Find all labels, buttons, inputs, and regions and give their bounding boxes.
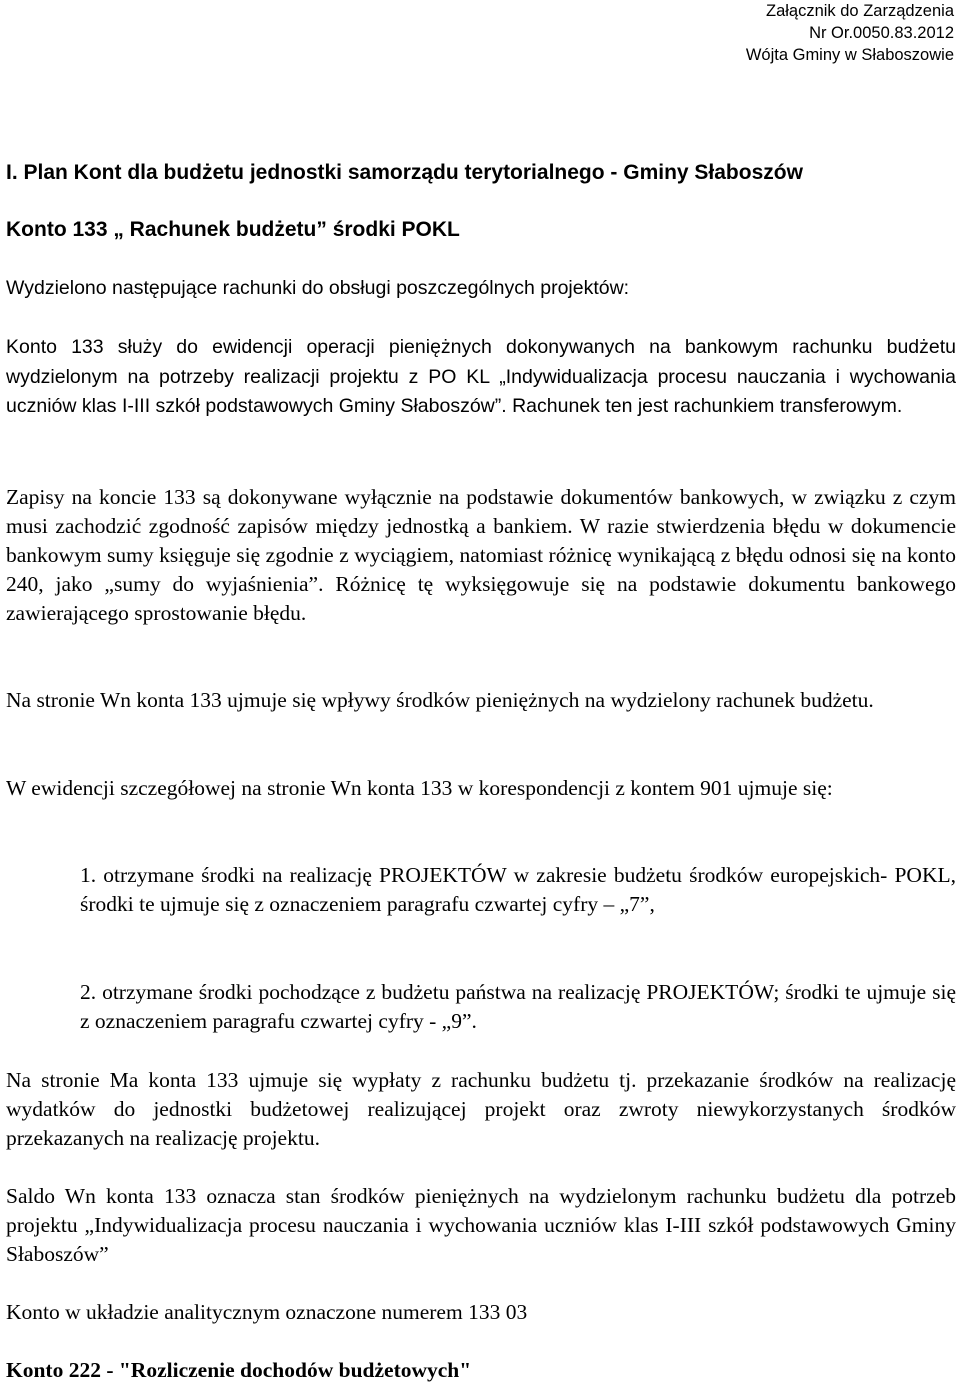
intro-text: Wydzielono następujące rachunki do obsługi poszczególnych projektów:	[6, 277, 630, 299]
list-item-2: 2. otrzymane środki pochodzące z budżetu państwa na realizację PROJEKTÓW; środki te ujmuje się z oznaczeniem paragrafu czwartej cyfry - „9”.	[80, 980, 956, 1033]
paragraph-records: Zapisy na koncie 133 są dokonywane wyłącznie na podstawie dokumentów bankowych, w związku z czym musi zachodzić zgodność zapisów między jednostką a bankiem. W razie stwierdzenia błędu w dokumencie bankowym sumy księguje się zgodnie z wyciągiem, natomiast różnicę wynikającą z błędu odnosi się na konto 240, jako „sumy do wyjaśnienia”. Różnicę tę wyksięgowuje się na podstawie dokumentu bankowego zawierającego sprostowanie błędu.	[6, 485, 956, 625]
header-line-3: Wójta Gminy w Słaboszowie	[745, 46, 954, 64]
header-line-1: Załącznik do Zarządzenia	[765, 2, 954, 20]
paragraph-balance: Saldo Wn konta 133 oznacza stan środków pieniężnych na wydzielonym rachunku budżetu dla potrzeb projektu „Indywidualizacja procesu nauczania i wychowania uczniów klas I-III szkół podstawowych Gminy Słaboszów”	[6, 1184, 956, 1266]
account-133-heading: Konto 133 „ Rachunek budżetu” środki POKL	[6, 218, 460, 241]
paragraph-detailed-records: W ewidencji szczegółowej na stronie Wn konta 133 w korespondencji z kontem 901 ujmuje się:	[6, 776, 833, 800]
page-title: I. Plan Kont dla budżetu jednostki samorządu terytorialnego - Gminy Słaboszów	[6, 161, 803, 184]
paragraph-credit-side: Na stronie Ma konta 133 ujmuje się wypłaty z rachunku budżetu tj. przekazanie środków na realizację wydatków do jednostki budżetowej realizującej projekt oraz zwroty niewykorzystanych środków przekazanych na realizację projektu.	[6, 1068, 956, 1150]
paragraph-debit-side: Na stronie Wn konta 133 ujmuje się wpływy środków pieniężnych na wydzielony rachunek budżetu.	[6, 688, 874, 712]
paragraph-purpose: Konto 133 służy do ewidencji operacji pieniężnych dokonywanych na bankowym rachunku budżetu wydzielonym na potrzeby realizacji projektu z PO KL „Indywidualizacja procesu nauczania i wychowania uczniów klas I-III szkół podstawowych Gminy Słaboszów”. Rachunek ten jest rachunkiem transferowym.	[6, 336, 956, 417]
paragraph-analytic: Konto w układzie analitycznym oznaczone numerem 133 03	[6, 1300, 528, 1324]
account-222-heading: Konto 222 - "Rozliczenie dochodów budżetowych"	[6, 1358, 472, 1382]
document-header	[746, 0, 954, 66]
list-item-1: 1. otrzymane środki na realizację PROJEKTÓW w zakresie budżetu środków europejskich- POKL, środki te ujmuje się z oznaczeniem paragrafu czwartej cyfry – „7”,	[80, 863, 956, 916]
header-line-2: Nr Or.0050.83.2012	[809, 24, 954, 42]
